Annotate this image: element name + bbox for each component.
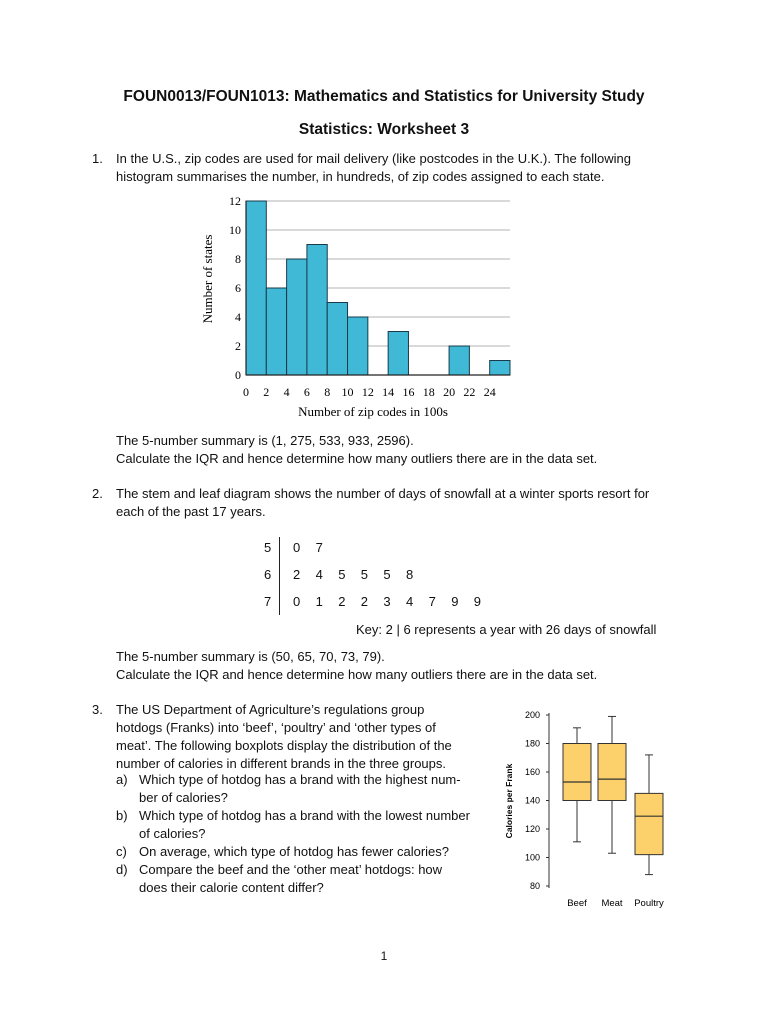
leaf-value: 9	[473, 594, 482, 609]
leaf-value: 4	[315, 567, 323, 582]
q3-part-c-text	[139, 843, 449, 861]
q1-text	[116, 150, 631, 186]
calories-boxplot	[500, 703, 680, 913]
q3-parts	[116, 771, 496, 897]
leaf-value: 2	[360, 594, 369, 609]
leaf-value: 5	[383, 567, 391, 582]
histogram-y-label: Number of states	[200, 234, 215, 324]
histogram-x-tick-label: 12	[361, 385, 374, 399]
boxplot-box	[635, 793, 663, 854]
boxplot-meat	[598, 716, 626, 853]
histogram-bar	[327, 303, 347, 376]
boxplot-y-tick-label: 120	[524, 824, 540, 834]
q3-line-3: meat’. The following boxplots display the distribution of the	[116, 738, 452, 753]
boxplot-beef	[563, 728, 591, 842]
worksheet-subtitle: Statistics: Worksheet 3	[298, 121, 470, 138]
q2-task: Calculate the IQR and hence determine how many outliers there are in the data set.	[116, 667, 598, 682]
boxplot-category-label: Beef	[567, 898, 587, 909]
leaf-value: 7	[428, 594, 436, 609]
boxplot-y-tick-label: 140	[524, 795, 540, 806]
histogram-y-tick-label: 4	[235, 310, 241, 324]
q3-line-2: hotdogs (Franks) into ‘beef’, ‘poultry’ and ‘other types of	[116, 720, 436, 735]
boxplot-category-label: Poultry	[634, 898, 664, 909]
q3-part-b-line-2: of calories?	[139, 826, 206, 841]
q3-text	[116, 701, 496, 773]
boxplot-y-tick-label: 80	[529, 881, 540, 891]
histogram-x-tick-label: 10	[341, 385, 354, 399]
histogram-bar	[348, 317, 368, 375]
q2-instructions	[116, 648, 597, 684]
boxplot-y-tick-label: 160	[524, 767, 540, 777]
histogram-x-tick-label: 22	[463, 385, 476, 399]
histogram-y-tick-label: 0	[235, 368, 241, 382]
leaf-value: 8	[406, 567, 414, 582]
q1-line-1: In the U.S., zip codes are used for mail delivery (like postcodes in the U.K.). The following	[116, 151, 631, 166]
q3-line-4: number of calories in different brands in the three groups.	[116, 756, 447, 771]
q1-summary: The 5-number summary is (1, 275, 533, 933, 2596).	[116, 433, 414, 448]
zip-code-histogram	[190, 190, 530, 422]
stem-leaf-key: Key: 2 | 6 represents a year with 26 days of snowfall	[356, 622, 657, 637]
leaf-value: 5	[360, 567, 369, 582]
boxplot-y-label: Calories per Frank	[504, 763, 514, 839]
q3-line-1: The US Department of Agriculture’s regulations group	[116, 702, 425, 717]
histogram-x-tick-label: 18	[422, 385, 435, 399]
histogram-bar	[246, 201, 266, 375]
q3-part-d-line-1: Compare the beef and the ‘other meat’ hotdogs: how	[139, 862, 443, 877]
q3-part-d-label: d)	[116, 862, 128, 877]
boxplot-y-tick-label: 100	[524, 852, 540, 863]
histogram-bar	[449, 346, 469, 375]
leaf-value: 7	[315, 540, 323, 555]
q3-part-a	[116, 771, 496, 807]
histogram-y-tick-label: 10	[229, 223, 241, 237]
boxplot-y-tick-label: 200	[524, 710, 540, 720]
q2-text	[116, 485, 649, 521]
leaf-value: 2	[293, 567, 301, 582]
q3-part-a-text	[139, 771, 461, 807]
q2-line-1: The stem and leaf diagram shows the number of days of snowfall at a winter sports resort for	[116, 486, 650, 501]
stem-value: 5	[264, 540, 272, 555]
boxplot-y-ticks	[525, 710, 549, 891]
leaf-value: 3	[383, 594, 391, 609]
q3-part-d-line-2: does their calorie content differ?	[139, 880, 324, 895]
q3-part-c	[116, 843, 496, 861]
histogram-bar	[388, 332, 408, 376]
histogram-x-tick-label: 14	[382, 385, 395, 399]
histogram-x-label: Number of zip codes in 100s	[298, 404, 448, 419]
boxplot-box	[563, 744, 591, 801]
leaf-value: 4	[406, 594, 414, 609]
leaf-value: 0	[293, 540, 301, 555]
q2-number: 2.	[92, 486, 103, 501]
histogram-x-tick-label: 0	[243, 385, 249, 399]
histogram-y-tick-label: 12	[229, 194, 241, 208]
histogram-bar	[287, 259, 307, 375]
histogram-y-ticks	[229, 194, 241, 382]
q1-task: Calculate the IQR and hence determine how many outliers there are in the data set.	[116, 451, 598, 466]
leaf-value: 1	[315, 594, 323, 609]
histogram-bar	[490, 361, 510, 376]
q2-line-2: each of the past 17 years.	[116, 504, 266, 519]
q3-part-b	[116, 807, 496, 843]
q3-part-d-text	[139, 861, 442, 897]
stem-value: 7	[264, 594, 272, 609]
histogram-x-tick-label: 20	[443, 385, 456, 399]
q2-summary: The 5-number summary is (50, 65, 70, 73, 79).	[116, 649, 385, 664]
q3-part-c-label: c)	[116, 844, 127, 859]
histogram-x-tick-label: 24	[483, 385, 496, 399]
q3-part-b-text	[139, 807, 470, 843]
q3-part-b-line-1: Which type of hotdog has a brand with the lowest number	[139, 808, 470, 823]
q3-part-d	[116, 861, 496, 897]
leaf-value: 5	[338, 567, 346, 582]
boxplot-categories	[567, 898, 664, 909]
q1-number: 1.	[92, 151, 103, 166]
stem-value: 6	[264, 567, 272, 582]
boxplot-boxes	[563, 716, 663, 874]
q3-part-b-label: b)	[116, 808, 128, 823]
boxplot-category-label: Meat	[601, 898, 623, 909]
histogram-x-tick-label: 4	[283, 385, 290, 399]
q1-instructions	[116, 432, 597, 468]
page-number: 1	[380, 949, 388, 963]
q1-line-2: histogram summarises the number, in hundreds, of zip codes assigned to each state.	[116, 169, 605, 184]
q3-part-a-line-2: ber of calories?	[139, 790, 228, 805]
page-title: FOUN0013/FOUN1013: Mathematics and Statistics for University Study	[123, 88, 645, 105]
q3-part-a-label: a)	[116, 772, 128, 787]
stem-and-leaf-diagram	[264, 537, 484, 617]
histogram-y-tick-label: 8	[235, 252, 241, 266]
q3-part-a-line-1: Which type of hotdog has a brand with the highest num-	[139, 772, 461, 787]
boxplot-box	[598, 744, 626, 801]
histogram-bar	[266, 288, 286, 375]
leaf-value: 0	[293, 594, 301, 609]
histogram-x-tick-label: 6	[303, 385, 310, 399]
leaf-value: 9	[451, 594, 459, 609]
q3-number: 3.	[92, 702, 103, 717]
boxplot-y-tick-label: 180	[524, 738, 540, 749]
boxplot-poultry	[635, 755, 663, 875]
histogram-y-tick-label: 6	[235, 281, 241, 295]
stem-divider	[279, 537, 280, 615]
histogram-x-tick-label: 8	[324, 385, 331, 399]
histogram-y-tick-label: 2	[235, 339, 241, 353]
histogram-x-ticks	[243, 385, 496, 399]
leaf-value: 2	[338, 594, 346, 609]
histogram-x-tick-label: 16	[402, 385, 415, 399]
histogram-bar	[307, 245, 327, 376]
q3-part-c-line-1: On average, which type of hotdog has fewer calories?	[139, 844, 450, 859]
histogram-x-tick-label: 2	[263, 385, 270, 399]
